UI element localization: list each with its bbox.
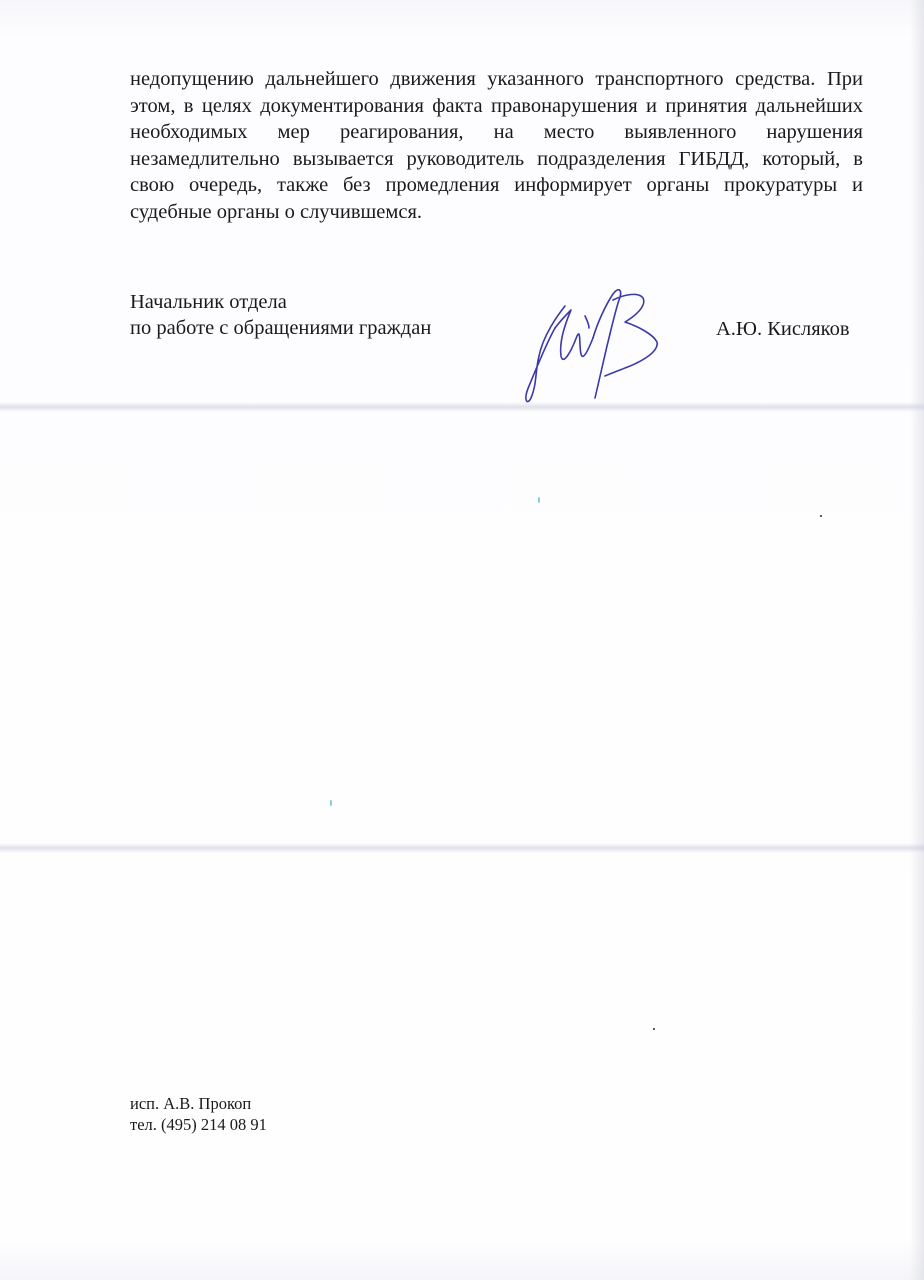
- paper-edge-shadow: [910, 0, 924, 1280]
- signatory-title-line1: Начальник отдела: [130, 291, 287, 313]
- executor-info: [130, 1093, 267, 1135]
- paper-fold-upper: [0, 402, 924, 412]
- paper-mark: [330, 800, 332, 806]
- executor-name: исп. А.В. Прокоп: [130, 1094, 252, 1113]
- signatory-name: А.Ю. Кисляков: [716, 318, 850, 340]
- paper-mark: [538, 497, 540, 503]
- executor-phone: тел. (495) 214 08 91: [130, 1115, 267, 1134]
- signatory-title: [130, 289, 431, 341]
- paper-fold-lower: [0, 843, 924, 853]
- signatory-title-line2: по работе с обращениями граждан: [130, 317, 432, 339]
- paper-speck: [653, 1028, 655, 1030]
- paper-speck: [820, 515, 822, 517]
- letter-body-paragraph: недопущению дальнейшего движения указанного транспортного средства. При этом, в целях документирования факта правонарушения и принятия дальнейших необходимых мер реагирования, на место выявленного нарушения незамедлительно вызывается руководитель подразделения ГИБДД, который, в свою очередь, также без промедления информирует органы прокуратуры и судебные органы о случившемся.: [130, 68, 863, 223]
- handwritten-signature: [515, 276, 665, 406]
